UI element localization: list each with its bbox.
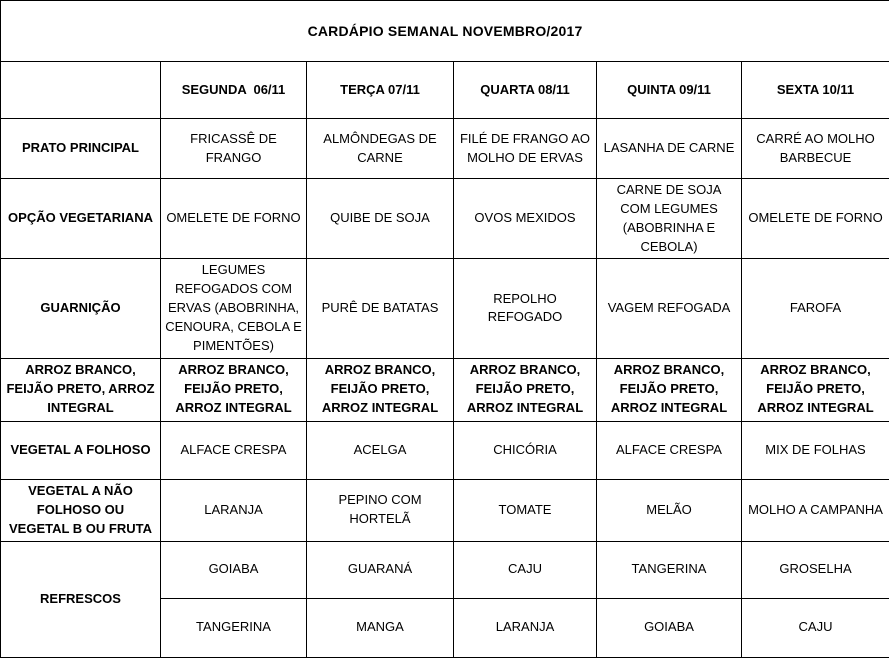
menu-cell: ARROZ BRANCO, FEIJÃO PRETO, ARROZ INTEGRAL: [454, 358, 597, 421]
menu-cell: ALFACE CRESPA: [597, 421, 742, 479]
menu-cell: OVOS MEXIDOS: [454, 179, 597, 259]
title-row: [1, 1, 889, 62]
menu-cell: ACELGA: [307, 421, 454, 479]
menu-cell: LASANHA DE CARNE: [597, 119, 742, 179]
menu-cell: FRICASSÊ DE FRANGO: [161, 119, 307, 179]
menu-cell: GOIABA: [161, 541, 307, 598]
menu-cell: MIX DE FOLHAS: [742, 421, 889, 479]
menu-cell: CAJU: [742, 598, 889, 657]
menu-cell: MOLHO A CAMPANHA: [742, 479, 889, 541]
menu-cell: ARROZ BRANCO, FEIJÃO PRETO, ARROZ INTEGRAL: [597, 358, 742, 421]
menu-cell: OMELETE DE FORNO: [742, 179, 889, 259]
row-label-vegetal-folhoso: VEGETAL A FOLHOSO: [1, 421, 161, 479]
menu-cell: MANGA: [307, 598, 454, 657]
table-row-opcao-vegetariana: [1, 179, 889, 259]
menu-cell: GOIABA: [597, 598, 742, 657]
menu-cell: LARANJA: [161, 479, 307, 541]
column-header-thursday: QUINTA 09/11: [597, 62, 742, 119]
menu-cell: ARROZ BRANCO, FEIJÃO PRETO, ARROZ INTEGRAL: [742, 358, 889, 421]
menu-cell: CAJU: [454, 541, 597, 598]
menu-cell: GUARANÁ: [307, 541, 454, 598]
row-label-arroz-feijao: ARROZ BRANCO, FEIJÃO PRETO, ARROZ INTEGRAL: [1, 358, 161, 421]
column-header-friday: SEXTA 10/11: [742, 62, 889, 119]
row-label-vegetal-nao-folhoso: VEGETAL A NÃO FOLHOSO OU VEGETAL B OU FRUTA: [1, 479, 161, 541]
table-row-vegetal-nao-folhoso: [1, 479, 889, 541]
row-label-opcao-vegetariana: OPÇÃO VEGETARIANA: [1, 179, 161, 259]
menu-cell: ALMÔNDEGAS DE CARNE: [307, 119, 454, 179]
menu-cell: PURÊ DE BATATAS: [307, 259, 454, 358]
menu-cell: CARNE DE SOJA COM LEGUMES (ABOBRINHA E CEBOLA): [597, 179, 742, 259]
table-row-prato-principal: [1, 119, 889, 179]
menu-cell: REPOLHO REFOGADO: [454, 259, 597, 358]
row-label-guarnicao: GUARNIÇÃO: [1, 259, 161, 358]
corner-cell: [1, 62, 161, 119]
menu-cell: TOMATE: [454, 479, 597, 541]
menu-cell: PEPINO COM HORTELÃ: [307, 479, 454, 541]
menu-cell: ARROZ BRANCO, FEIJÃO PRETO, ARROZ INTEGRAL: [307, 358, 454, 421]
menu-cell: VAGEM REFOGADA: [597, 259, 742, 358]
menu-cell: LEGUMES REFOGADOS COM ERVAS (ABOBRINHA, CENOURA, CEBOLA E PIMENTÕES): [161, 259, 307, 358]
menu-cell: ARROZ BRANCO, FEIJÃO PRETO, ARROZ INTEGRAL: [161, 358, 307, 421]
page-title: CARDÁPIO SEMANAL NOVEMBRO/2017: [1, 1, 889, 62]
table-row-refrescos-1: [1, 541, 889, 598]
menu-cell: QUIBE DE SOJA: [307, 179, 454, 259]
table-row-vegetal-folhoso: [1, 421, 889, 479]
menu-cell: CHICÓRIA: [454, 421, 597, 479]
column-header-monday: SEGUNDA 06/11: [161, 62, 307, 119]
column-header-tuesday: TERÇA 07/11: [307, 62, 454, 119]
menu-cell: LARANJA: [454, 598, 597, 657]
menu-cell: FILÉ DE FRANGO AO MOLHO DE ERVAS: [454, 119, 597, 179]
menu-cell: FAROFA: [742, 259, 889, 358]
row-label-prato-principal: PRATO PRINCIPAL: [1, 119, 161, 179]
day-header-row: [1, 62, 889, 119]
table-row-guarnicao: [1, 259, 889, 358]
menu-cell: MELÃO: [597, 479, 742, 541]
row-label-refrescos: REFRESCOS: [1, 541, 161, 657]
menu-cell: OMELETE DE FORNO: [161, 179, 307, 259]
menu-cell: TANGERINA: [597, 541, 742, 598]
menu-cell: ALFACE CRESPA: [161, 421, 307, 479]
menu-cell: CARRÉ AO MOLHO BARBECUE: [742, 119, 889, 179]
menu-cell: GROSELHA: [742, 541, 889, 598]
column-header-wednesday: QUARTA 08/11: [454, 62, 597, 119]
menu-cell: TANGERINA: [161, 598, 307, 657]
table-row-arroz-feijao: [1, 358, 889, 421]
